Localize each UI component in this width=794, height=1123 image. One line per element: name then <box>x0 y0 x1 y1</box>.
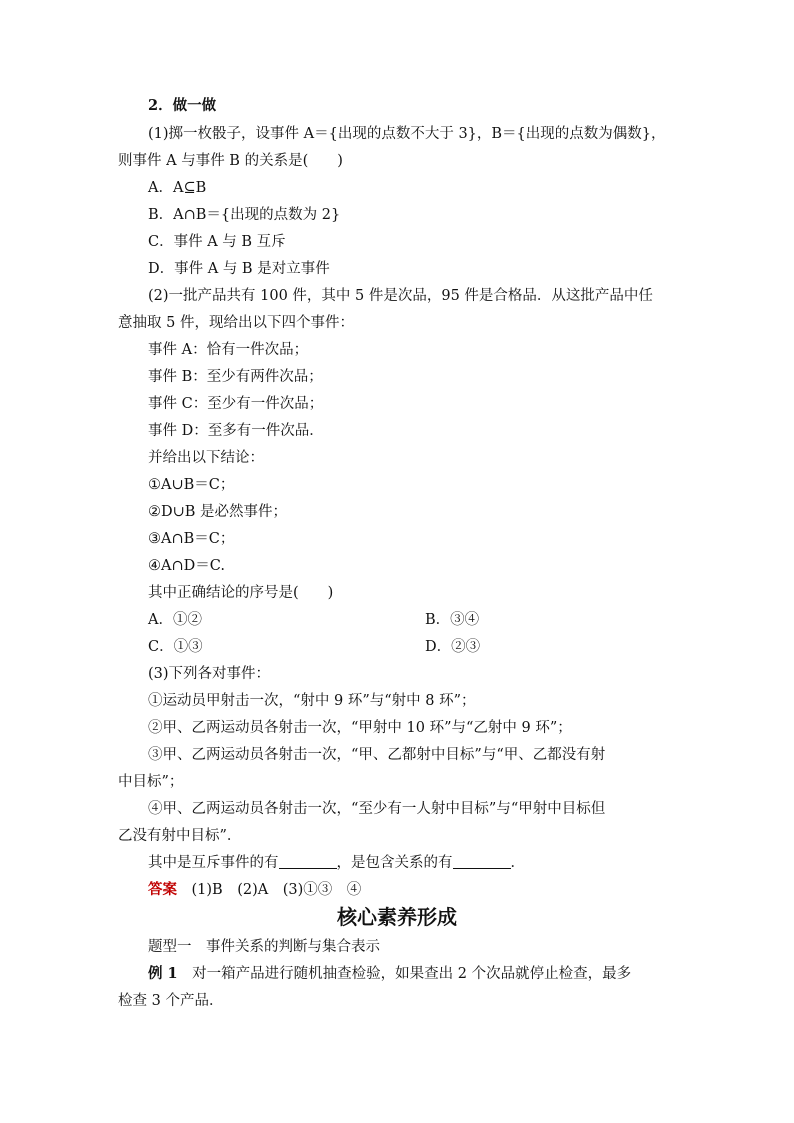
q2-option-d: D．②③ <box>425 639 481 655</box>
q2-event-c: 事件 C：至少有一件次品； <box>148 396 324 412</box>
answer-label: 答案 <box>148 881 177 898</box>
q1-line1: (1)掷一枚骰子，设事件 A＝{出现的点数不大于 3}，B＝{出现的点数为偶数}， <box>148 126 666 142</box>
q2-options-row2 <box>0 634 794 660</box>
q1-option-a: A．A⊆B <box>148 180 207 196</box>
q3-fill-text-1: 其中是互斥事件的有 <box>148 855 279 871</box>
q3-item-4-line2: 乙没有射中目标”． <box>118 828 242 844</box>
example-line1 <box>0 961 794 987</box>
q2-line1: (2)一批产品共有 100 件，其中 5 件是次品，95 件是合格品．从这批产品中任 <box>148 288 653 304</box>
answer-blank-2 <box>453 852 511 869</box>
q1-option-c: C．事件 A 与 B 互斥 <box>148 234 286 250</box>
example-label: 例 1 <box>148 965 178 982</box>
q1-option-d: D．事件 A 与 B 是对立事件 <box>148 261 330 277</box>
q2-conclusion-1: ①A∪B＝C； <box>148 477 235 493</box>
q3-item-3-line2: 中目标”； <box>118 774 184 790</box>
q2-conclusion-4: ④A∩D＝C. <box>148 558 225 574</box>
q2-conclusion-intro: 并给出以下结论： <box>148 450 264 466</box>
q1-line2: 则事件 A 与事件 B 的关系是( ) <box>118 153 343 169</box>
q2-line2: 意抽取 5 件，现给出以下四个事件： <box>118 315 354 331</box>
q1-option-b: B．A∩B＝{出现的点数为 2} <box>148 207 341 223</box>
example-text: 对一箱产品进行随机抽查检验，如果查出 2 个次品就停止检查，最多 <box>177 966 632 982</box>
q2-option-a: A．①② <box>148 612 202 628</box>
answer-line <box>0 877 794 903</box>
section-title: 核心素养形成 <box>337 905 457 929</box>
q2-option-b: B．③④ <box>425 612 480 628</box>
example-line2: 检查 3 个产品． <box>118 993 224 1009</box>
q3-item-3-line1: ③甲、乙两运动员各射击一次，“甲、乙都射中目标”与“甲、乙都没有射 <box>148 747 606 763</box>
subheading: 2．做一做 <box>148 97 217 114</box>
answer-blank-1 <box>279 852 337 869</box>
answer-text: (1)B (2)A (3)①③ ④ <box>177 882 362 898</box>
q3-fill-text-2: ，是包含关系的有 <box>336 855 453 871</box>
q2-option-c: C．①③ <box>148 639 203 655</box>
q2-event-b: 事件 B：至少有两件次品； <box>148 369 323 385</box>
q2-event-a: 事件 A：恰有一件次品； <box>148 342 309 358</box>
q2-conclusion-3: ③A∩B＝C； <box>148 531 235 547</box>
q3-item-1: ①运动员甲射击一次，“射中 9 环”与“射中 8 环”； <box>148 693 476 709</box>
type-heading: 题型一 事件关系的判断与集合表示 <box>148 939 380 955</box>
q3-item-4-line1: ④甲、乙两运动员各射击一次，“至少有一人射中目标”与“甲射中目标但 <box>148 801 606 817</box>
q3-item-2: ②甲、乙两运动员各射击一次，“甲射中 10 环”与“乙射中 9 环”； <box>148 720 572 736</box>
q2-event-d: 事件 D：至多有一件次品． <box>148 423 324 439</box>
q3-fill-line <box>0 850 794 876</box>
q3-intro: (3)下列各对事件： <box>148 666 271 682</box>
q2-question: 其中正确结论的序号是( ) <box>148 585 334 601</box>
q2-options-row1 <box>0 607 794 633</box>
q2-conclusion-2: ②D∪B 是必然事件； <box>148 504 288 520</box>
q3-fill-text-3: ． <box>510 855 525 871</box>
